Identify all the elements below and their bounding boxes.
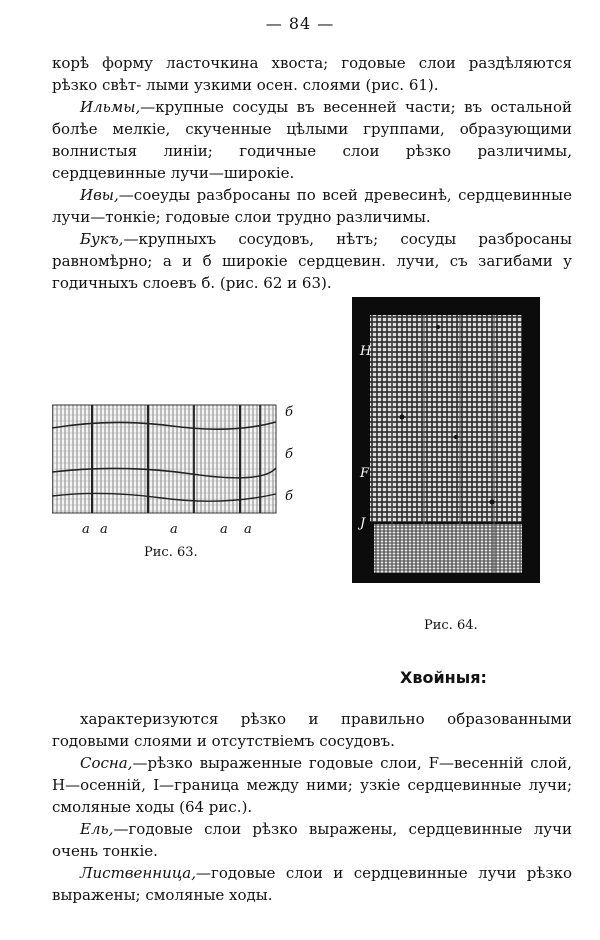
paragraph-el (52, 818, 572, 862)
fig63-side-label: б (285, 405, 293, 420)
paragraph-listvennitsa (52, 862, 572, 906)
paragraph-continuation (52, 52, 572, 96)
fig64-label-j: J (360, 516, 366, 531)
desc-ivy: —соеуды разбросаны по всей древесинѣ, сердцевинные лучи—тонкіе; годовые слои трудно различимы. (52, 186, 572, 226)
para1-line2: лыми узкими осен. слоями (рис. 61). (146, 76, 439, 94)
para1-line1: корѣ форму ласточкина хвоста; годовые слои раздѣляются рѣзко свѣт- (52, 54, 572, 94)
paragraph-sosna (52, 752, 572, 818)
figure-64-image (352, 297, 540, 583)
paragraph-buk (52, 228, 572, 294)
page-number: — 84 — (265, 14, 335, 33)
paragraph-conifers-intro: характеризуются рѣзко и правильно образованными годовыми слоями и отсутствіемъ сосудовъ. (52, 710, 572, 750)
figure-64-caption: Рис. 64. (424, 618, 478, 633)
text-block-bottom (52, 708, 572, 906)
fig63-bottom-label: a (82, 522, 90, 537)
figure-63-caption: Рис. 63. (144, 545, 198, 560)
desc-buk: —крупныхъ сосудовъ, нѣтъ; сосуды разбросаны равномѣрно; а и б широкіе сердцевин. лучи, съ загибами у годичныхъ слоевъ б. (рис. 62 и 63). (52, 230, 572, 292)
fig63-side-label: б (285, 447, 293, 462)
term-sosna: Сосна, (80, 754, 133, 772)
figure-63-image (52, 400, 302, 518)
fig63-bottom-label: a (100, 522, 108, 537)
fig63-bottom-label: a (220, 522, 228, 537)
desc-sosna: —рѣзко выраженные годовые слои, F—весенній слой, H—осеннiй, I—граница между ними; узкіе сердцевинные лучи; смоляные ходы (64 рис.). (52, 754, 572, 816)
section-heading-conifers: Хвойныя: (400, 668, 487, 687)
fig64-label-h: H (360, 344, 372, 359)
desc-listvennitsa: —годовые слои и сердцевинные лучи рѣзко выражены; смоляные ходы. (52, 864, 572, 904)
paragraph-ivy (52, 184, 572, 228)
desc-el: —годовые слои рѣзко выражены, сердцевинные лучи очень тонкіе. (52, 820, 572, 860)
paragraph-ilmy (52, 96, 572, 184)
term-el: Ель, (80, 820, 114, 838)
term-listvennitsa: Лиственница, (80, 864, 197, 882)
fig63-bottom-label: a (244, 522, 252, 537)
desc-ilmy: —крупные сосуды въ весенней части; въ остальной болѣе мелкіе, скученные цѣлыми группами, образующими волнистыя линіи; годичные слои рѣзко различимы, сердцевинные лучи—широкіе. (52, 98, 572, 182)
term-ilmy: Ильмы, (80, 98, 141, 116)
term-ivy: Ивы, (80, 186, 119, 204)
fig63-bottom-label: a (170, 522, 178, 537)
text-block-top (52, 52, 572, 294)
fig63-side-label: б (285, 489, 293, 504)
fig64-label-f: F (360, 466, 370, 481)
term-buk: Букъ, (80, 230, 124, 248)
